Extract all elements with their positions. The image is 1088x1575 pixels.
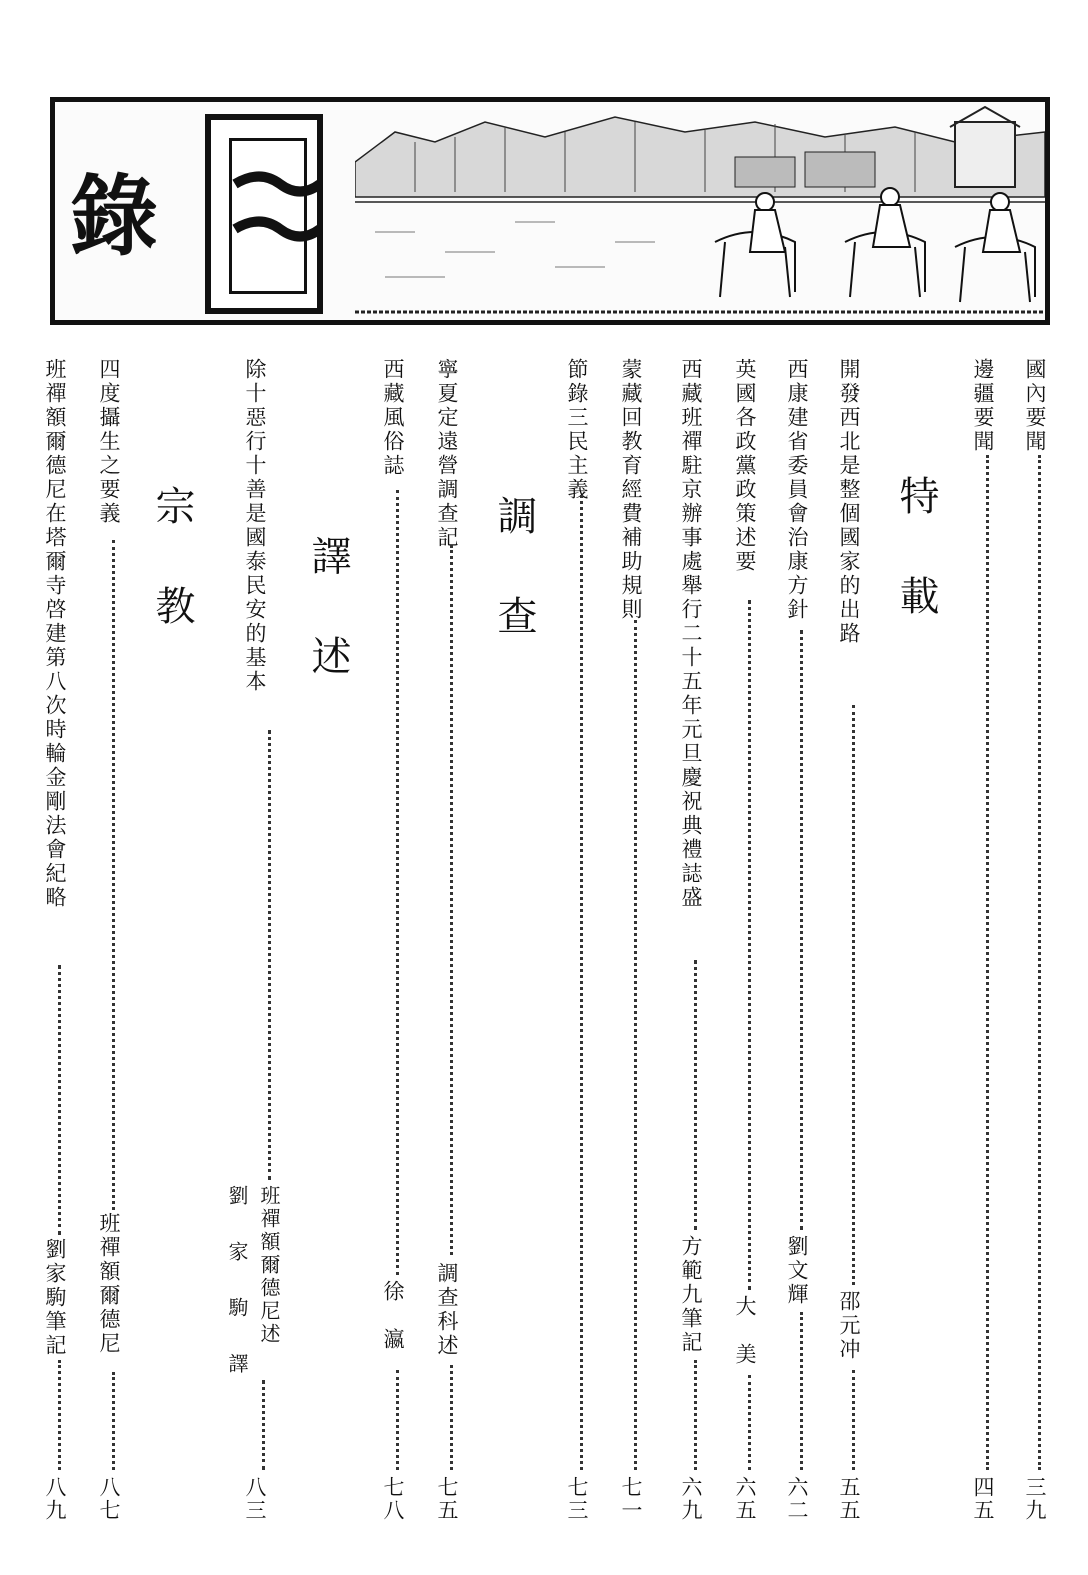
toc-entry-author: 劉家駒筆記 (43, 1238, 68, 1358)
dot-leader (396, 1370, 399, 1470)
toc-entry-title: 國內要聞 (1023, 358, 1048, 454)
dot-leader (580, 495, 583, 1470)
page-number: 六五 (733, 1476, 758, 1522)
dot-leader (800, 1312, 803, 1470)
dot-leader (450, 1365, 453, 1470)
banner-title (55, 102, 355, 320)
page-number: 六九 (679, 1476, 704, 1522)
toc-entry-title: 班禪額爾德尼在塔爾寺啓建第八次時輪金剛法會紀略 (43, 358, 68, 910)
toc-entry-title: 除十惡行十善是國泰民安的基本 (243, 358, 268, 694)
dot-leader (112, 540, 115, 1210)
toc-entry-title: 四度攝生之要義 (97, 358, 122, 526)
title-char-lu: 錄 (70, 164, 155, 268)
dot-leader (1038, 455, 1041, 1470)
toc-entry-title: 節錄三民主義 (565, 358, 590, 502)
toc-entry-author: 班禪額爾德尼 (97, 1212, 122, 1356)
header-banner (50, 97, 1050, 325)
page-number: 五五 (837, 1476, 862, 1522)
page-number: 七三 (565, 1476, 590, 1522)
dot-leader (748, 600, 751, 1290)
dot-leader (396, 490, 399, 1275)
toc-entry-title: 英國各政黨政策述要 (733, 358, 758, 574)
toc-entry-author: 調查科述 (435, 1262, 460, 1358)
page-number: 三九 (1023, 1476, 1048, 1522)
toc-entry-title: 開發西北是整個國家的出路 (837, 358, 862, 646)
page-number: 七一 (619, 1476, 644, 1522)
page-number: 六二 (785, 1476, 810, 1522)
page-number: 七八 (381, 1476, 406, 1522)
page-number: 八七 (97, 1476, 122, 1522)
section-heading-zongjiao: 宗教 (149, 485, 195, 685)
dot-leader (450, 545, 453, 1255)
toc-entry-author: 徐 瀛 (381, 1280, 406, 1352)
dot-leader (986, 455, 989, 1470)
toc-entry-translator: 劉 家 駒 譯 (225, 1185, 249, 1381)
section-heading-yishu: 譯述 (305, 535, 351, 735)
toc-entry-author: 劉文輝 (785, 1235, 810, 1307)
toc-entry-title: 蒙藏回教育經費補助規則 (619, 358, 644, 622)
dot-leader (634, 620, 637, 1470)
dot-leader (58, 965, 61, 1235)
dot-leader (748, 1375, 751, 1470)
dot-leader (268, 730, 271, 1180)
page-number: 四五 (971, 1476, 996, 1522)
page-number: 八九 (43, 1476, 68, 1522)
toc-entry-title: 西康建省委員會治康方針 (785, 358, 810, 622)
toc-entry-title: 西藏班禪駐京辦事處舉行二十五年元旦慶祝典禮誌盛 (679, 358, 704, 910)
dot-leader (58, 1360, 61, 1470)
page-number: 八三 (243, 1476, 268, 1522)
toc-entry-title: 西藏風俗誌 (381, 358, 406, 478)
dot-leader (852, 705, 855, 1285)
toc-entry-author: 大 美 (733, 1295, 758, 1367)
dot-leader (112, 1372, 115, 1470)
toc-entry-title: 邊疆要聞 (971, 358, 996, 454)
landscape-illustration (355, 102, 1045, 320)
dot-leader (852, 1370, 855, 1470)
dot-leader (694, 960, 697, 1230)
page-number: 七五 (435, 1476, 460, 1522)
toc-entry-author: 方範九筆記 (679, 1235, 704, 1355)
dot-leader (262, 1380, 265, 1470)
section-heading-diaocha: 調查 (491, 495, 537, 695)
section-heading-tezai: 特載 (893, 475, 939, 675)
toc-entry-title: 寧夏定遠營調查記 (435, 358, 460, 550)
dot-leader (694, 1360, 697, 1470)
toc-entry-author: 班禪額爾德尼述 (257, 1185, 281, 1346)
title-char-mu (205, 114, 323, 314)
dot-leader (800, 630, 803, 1230)
toc-entry-author: 邵元冲 (837, 1290, 862, 1362)
